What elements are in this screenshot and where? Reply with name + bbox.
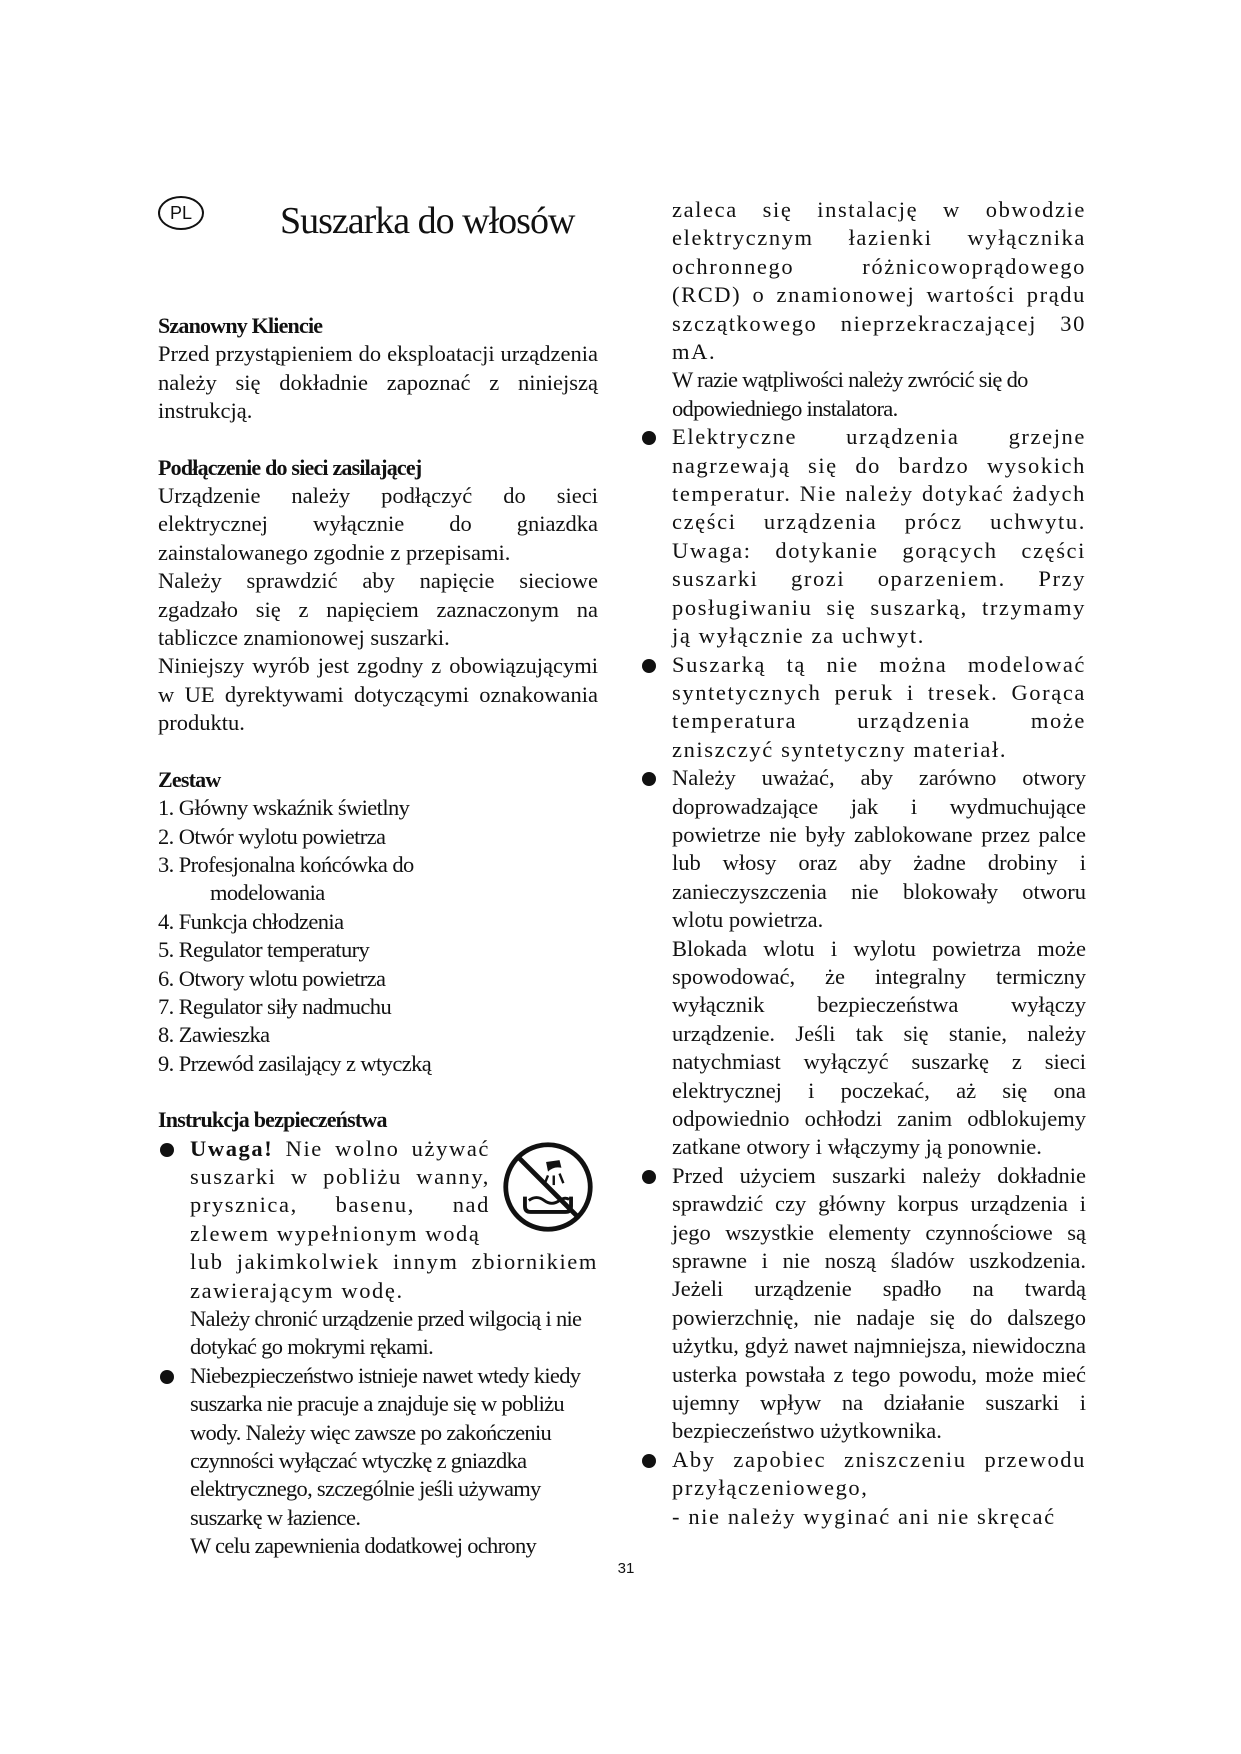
kit-item <box>158 794 598 822</box>
kit-item <box>158 965 598 993</box>
no-shower-near-water-icon <box>500 1139 596 1235</box>
greeting-text: Przed przystąpieniem do eksploatacji urządzenia należy się dokładnie zapoznać z niniejszą instrukcją. <box>158 341 598 424</box>
safety-bullet-water <box>158 1135 598 1362</box>
rcd-continuation <box>640 196 1086 423</box>
kit-section <box>158 766 598 1078</box>
safety-bullet-unplug-text: Niebezpieczeństwo istnieje nawet wtedy kiedy suszarka nie pracuje a znajduje się w pobliżu wody. Należy więc zawsze po zakończeniu czynności wyłączać wtyczkę z gniazdka elektrycznego, szczególnie jeśli używamy suszarkę w łazience. <box>190 1362 581 1530</box>
right-column <box>640 196 1086 1531</box>
warning-label: Uwaga! <box>190 1135 274 1161</box>
kit-item-label: 4. Funkcja chłodzenia <box>158 908 344 934</box>
kit-item <box>158 1021 598 1049</box>
safety-bullet-cord-subitem: - nie należy wyginać ani nie skręcać <box>672 1503 1056 1529</box>
safety-bullet-inspection-text: Przed użyciem suszarki należy dokładnie sprawdzić czy główny korpus urządzenia i jego wszystkie elementy czynnościowe są sprawne i nie noszą śladów uszkodzenia. Jeżeli urządzenie spadło na twardą powierzchnię, nie nadaje się do dalszego użytku, gdyż nawet najmniejsza, niewidoczna usterka powstała z tego powodu, może mieć ujemny wpływ na działanie suszarki i bezpieczeństwo użytkownika. <box>672 1162 1086 1444</box>
kit-item <box>158 1050 598 1078</box>
safety-bullet-hot-surfaces <box>640 423 1086 650</box>
kit-heading: Zestaw <box>158 766 221 792</box>
kit-item-continuation: modelowania <box>210 880 325 906</box>
connection-paragraph-3: Niniejszy wyrób jest zgodny z obowiązującymi w UE dyrektywami dotyczącymi oznakowania produktu. <box>158 653 598 736</box>
rcd-text: zaleca się instalację w obwodzie elektrycznym łazienki wyłącznika ochronnego różnicowoprądowego (RCD) o znamionowej wartości prądu szczątkowego nieprzekraczającej 30 mA. <box>672 197 1086 365</box>
safety-bullet-water-paragraph-2: Należy chronić urządzenie przed wilgocią i nie dotykać go mokrymi rękami. <box>190 1306 582 1360</box>
greeting-section <box>158 312 598 426</box>
safety-bullet-air-vents-text: Należy uważać, aby zarówno otwory doprowadzające jak i wydmuchujące powietrze nie były zablokowane przez palce lub włosy oraz aby żadne drobiny i zanieczyszczenia nie blokowały otworu wlotu powietrza. <box>672 765 1086 933</box>
safety-bullet-inspection <box>640 1162 1086 1446</box>
safety-bullet-hot-surfaces-text: Elektryczne urządzenia grzejne nagrzewają się do bardzo wysokich temperatur. Nie należy dotykać żadych części urządzenia prócz uchwytu. Uwaga: dotykanie gorących części suszarki grozi oparzeniem. Przy posługiwaniu się suszarką, trzymamy ją wyłącznie za uchwyt. <box>672 424 1086 649</box>
language-badge: PL <box>158 196 204 230</box>
safety-bullet-cord <box>640 1446 1086 1531</box>
safety-bullet-synthetic-wigs <box>640 651 1086 765</box>
kit-item-label: 6. Otwory wlotu powietrza <box>158 965 386 991</box>
connection-section <box>158 454 598 738</box>
kit-item <box>158 936 598 964</box>
connection-paragraph-2: Należy sprawdzić aby napięcie sieciowe zgadzało się z napięciem zaznaczonym na tabliczce znamionowej suszarki. <box>158 568 598 651</box>
kit-item-label: 1. Główny wskaźnik świetlny <box>158 795 410 821</box>
left-column <box>158 312 598 1561</box>
safety-bullet-unplug-paragraph-2: W celu zapewnienia dodatkowej ochrony <box>190 1533 537 1559</box>
safety-bullet-unplug <box>158 1362 598 1561</box>
safety-bullet-air-vents-paragraph-2: Blokada wlotu i wylotu powietrza może spowodować, że integralny termiczny wyłącznik bezpieczeństwa wyłączy urządzenie. Jeśli tak się stanie, należy natychmiast wyłączyć suszarkę z sieci elektrycznej i poczekać, aż się ona odpowiednio ochłodzi zanim odblokujemy zatkane otwory i włączymy ją ponownie. <box>672 935 1086 1160</box>
kit-item-label: 9. Przewód zasilający z wtyczką <box>158 1050 432 1076</box>
kit-item <box>158 851 598 908</box>
safety-bullet-water-text-narrow: Nie wolno używać suszarki w pobliżu wanny, prysznica, basenu, nad zlewem wypełnionym wodą <box>190 1135 490 1246</box>
safety-heading: Instrukcja bezpieczeństwa <box>158 1107 387 1133</box>
kit-item-label: 2. Otwór wylotu powietrza <box>158 823 386 849</box>
kit-item-label: 5. Regulator temperatury <box>158 937 370 963</box>
safety-bullet-synthetic-wigs-text: Suszarką tą nie można modelować syntetycznych peruk i tresek. Gorąca temperatura urządzenia może zniszczyć syntetyczny materiał. <box>672 651 1086 762</box>
greeting-heading: Szanowny Kliencie <box>158 313 323 338</box>
kit-item-label: 8. Zawieszka <box>158 1022 270 1048</box>
kit-list <box>158 794 598 1078</box>
kit-item <box>158 908 598 936</box>
kit-item-label: 3. Profesjonalna końcówka do <box>158 851 414 877</box>
page-title: Suszarka do włosów <box>280 200 575 242</box>
kit-item-label: 7. Regulator siły nadmuchu <box>158 993 392 1019</box>
kit-item <box>158 993 598 1021</box>
safety-bullet-water-text-rest: lub jakimkolwiek innym zbiornikiem zawierającym wodę. <box>190 1249 598 1303</box>
rcd-text-paragraph-2: W razie wątpliwości należy zwrócić się do odpowiedniego instalatora. <box>672 367 1028 421</box>
safety-bullet-water-text <box>190 1135 490 1249</box>
page-number: 31 <box>617 1560 635 1577</box>
safety-bullet-cord-text: Aby zapobiec zniszczeniu przewodu przyłączeniowego, <box>672 1446 1086 1501</box>
kit-item <box>158 823 598 851</box>
safety-bullet-air-vents <box>640 764 1086 1162</box>
connection-heading: Podłączenie do sieci zasilającej <box>158 454 422 480</box>
safety-section <box>158 1106 598 1561</box>
connection-paragraph-1: Urządzenie należy podłączyć do sieci elektrycznej wyłącznie do gniazdka zainstalowanego zgodnie z przepisami. <box>158 483 598 565</box>
